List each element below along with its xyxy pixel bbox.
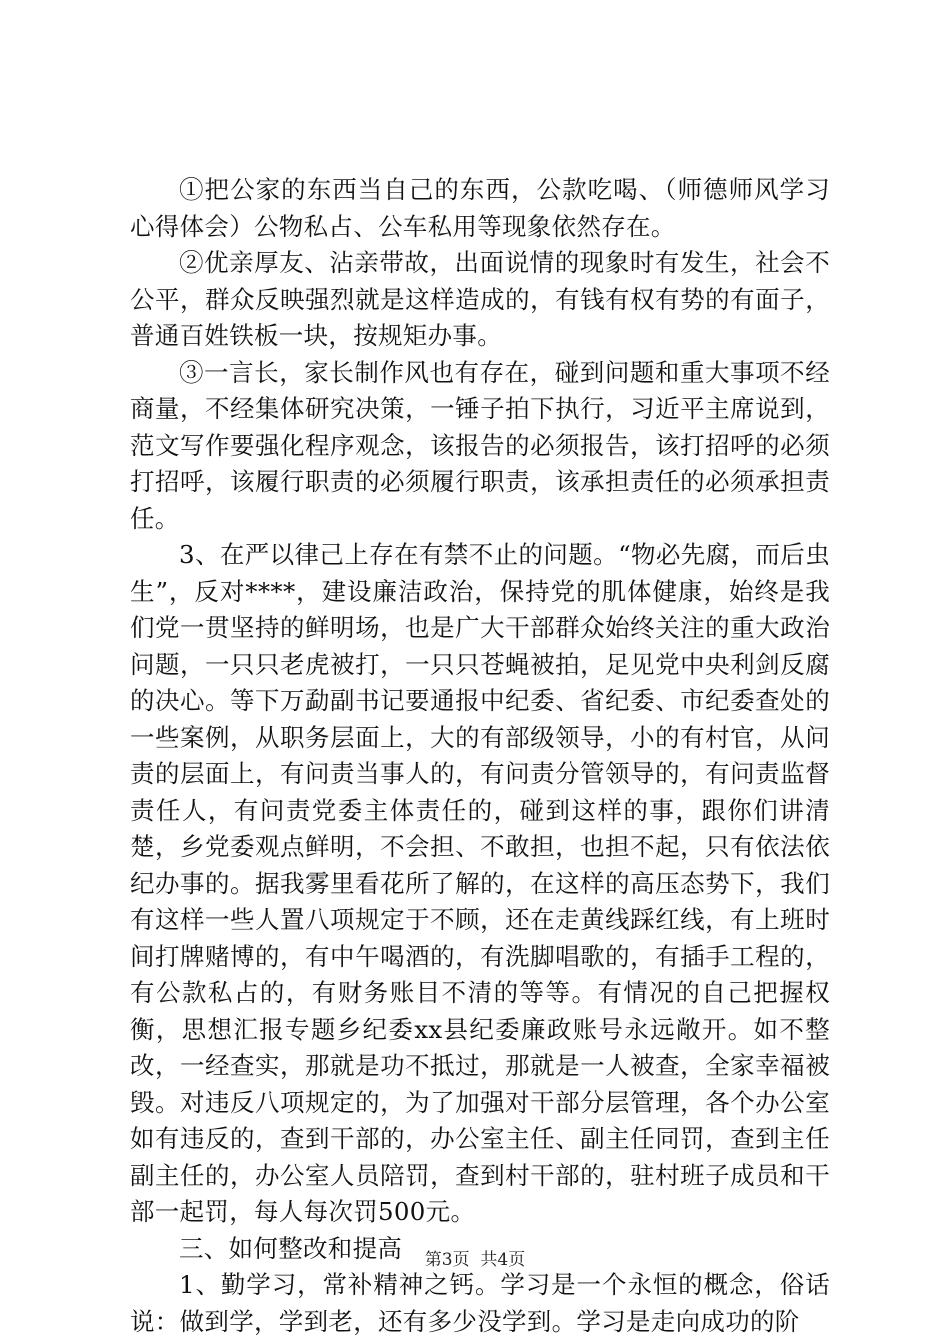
paragraph-4: 3、在严以律己上存在有禁不止的问题。“物必先腐，而后虫生”，反对****，建设廉洁政治，保持党的肌体健康，始终是我们党一贯坚持的鲜明场，也是广大干部群众始终关注的重大政治问题，一只只老虎被打，一只只苍蝇被拍，足见党中央利剑反腐的决心。等下万勐副书记要通报中纪委、省纪委、市纪委查处的一些案例，从职务层面上，大的有部级领导，小的有村官，从问责的层面上，有问责当事人的，有问责分管领导的，有问责监督责任人，有问责党委主体责任的，碰到这样的事，跟你们讲清楚，乡党委观点鲜明，不会担、不敢担，也担不起，只有依法依纪办事的。据我雾里看花所了解的，在这样的高压态势下，我们有这样一些人置八项规定于不顾，还在走黄线踩红线，有上班时间打牌赌博的，有中午喝酒的，有洗脚唱歌的，有插手工程的，有公款私占的，有财务账目不清的等等。有情况的自己把握权衡，思想汇报专题乡纪委xx县纪委廉政账号永远敞开。如不整改，一经查实，那就是功不抵过，那就是一人被查，全家幸福被毁。对违反八项规定的，为了加强对干部分层管理，各个办公室如有违反的，查到干部的，办公室主任、副主任同罚，查到主任副主任的，办公室人员陪罚，查到村干部的，驻村班子成员和干部一起罚，每人每次罚500元。 <box>130 540 830 1226</box>
paragraph-3: ③一言长，家长制作风也有存在，碰到问题和重大事项不经商量，不经集体研究决策，一锤子拍下执行，习近平主席说到，范文写作要强化程序观念，该报告的必须报告，该打招呼的必须打招呼，该履行职责的必须履行职责，该承担责任的必须承担责任。 <box>130 357 830 533</box>
page-number: 第3页 <box>424 1250 470 1270</box>
document-body <box>130 172 830 1340</box>
paragraph-2: ②优亲厚友、沾亲带故，出面说情的现象时有发生，社会不公平，群众反映强烈就是这样造成的，有钱有权有势的有面子，普通百姓铁板一块，按规矩办事。 <box>130 248 830 350</box>
paragraph-5: 1、勤学习，常补精神之钙。学习是一个永恒的概念，俗话说：做到学，学到老，还有多少没学到。学习是走向成功的阶 <box>130 1270 830 1336</box>
section-heading: 三、如何整改和提高 <box>179 1233 403 1263</box>
page-footer <box>0 1245 950 1270</box>
paragraph-1: ①把公家的东西当自己的东西，公款吃喝、（师德师风学习心得体会）公物私占、公车私用等现象依然存在。 <box>130 175 830 241</box>
footer-separator <box>470 1250 481 1270</box>
page-total: 共4页 <box>480 1250 526 1270</box>
